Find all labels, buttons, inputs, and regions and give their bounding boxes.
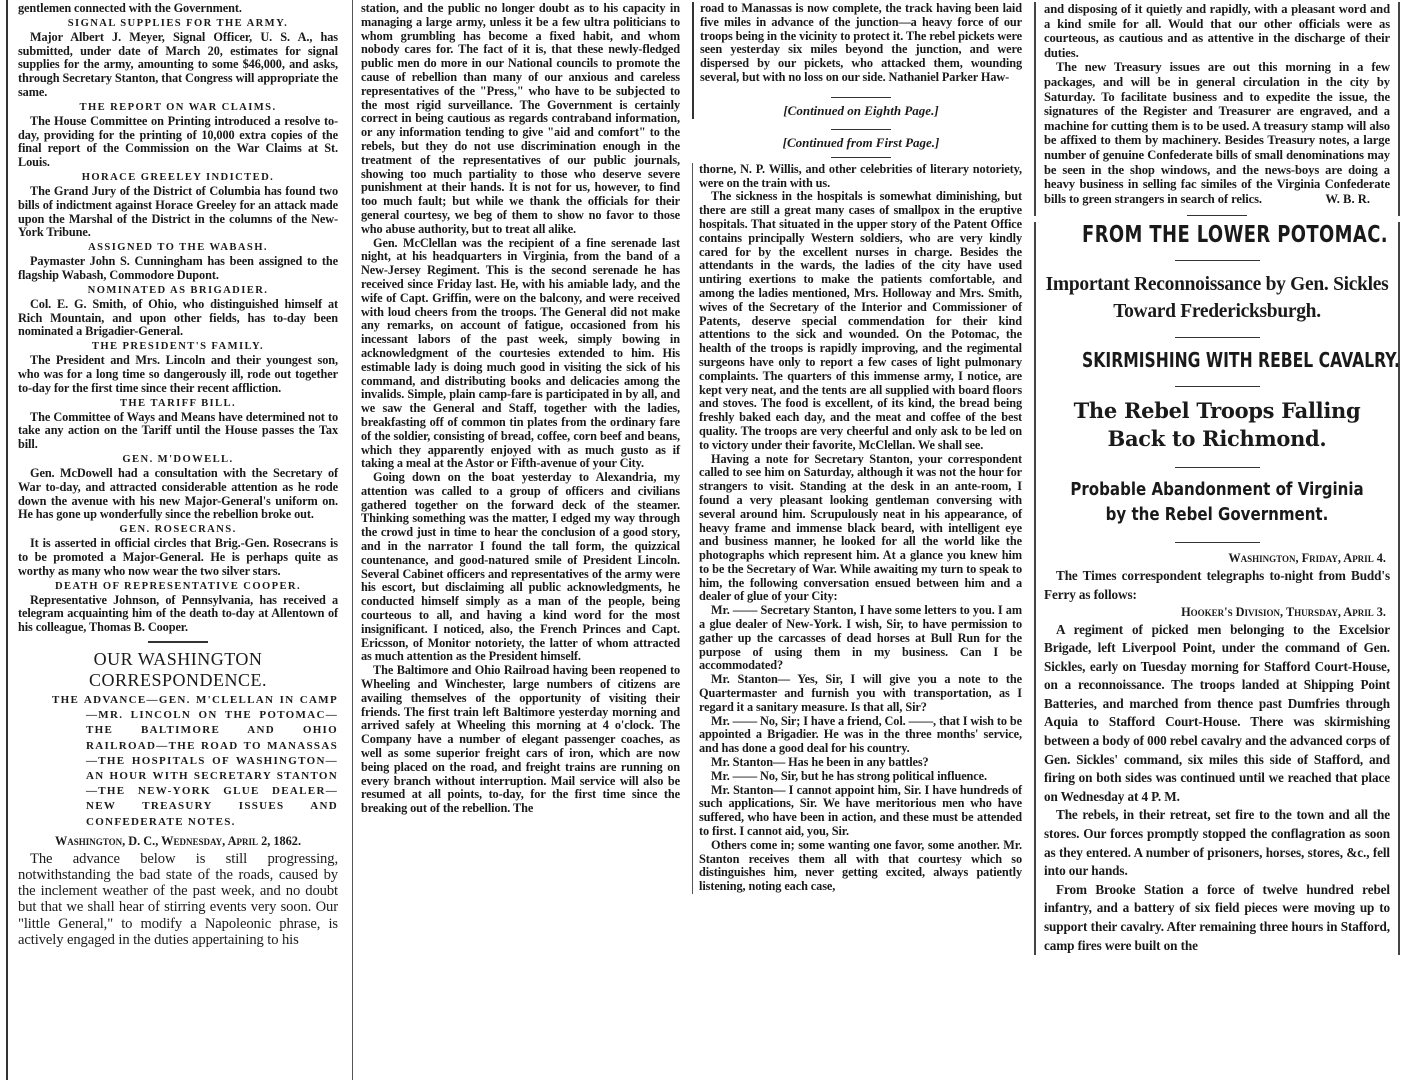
section-text-tariff: The Committee of Ways and Means have determined not to take any action on the Tariff until the House passes the Tax bill. [18,409,338,452]
divider-rule [831,129,891,130]
divider-rule [1187,215,1247,216]
column-3 [692,0,1028,1080]
column-1 [6,0,346,1080]
paragraph-manassas-road: road to Manassas is now complete, the track having been laid five miles in advance of the junction—a heavy force of our troops being in the vicinity to protect it. The rebel pickets were seen yesterday six miles beyond the junction, and were dispersed by our pickets, who attacked them, wounding several, but with no loss on our side. Nathaniel Parker Haw- [700,1,1022,84]
correspondence-title: OUR WASHINGTON CORRESPONDENCE. [88,648,268,690]
section-text-wabash: Paymaster John S. Cunningham has been assigned to the flagship Wabash, Commodore Dupont. [18,254,338,282]
dateline-hookers-division: Hooker's Division, Thursday, April 3. [1181,604,1386,619]
paragraph-stanton-courtesy: and disposing of it quietly and rapidly, with a pleasant word and a kind smile for all. Would that our other officials were as courteous, as cautious and as attentive in the discharge of their duties. [1044,2,1390,60]
divider-rule [1175,542,1260,543]
paragraph-others-come-in: Others come in; some wanting one favor, some another. Mr. Stanton receives them all with that courtesy which so distinguishes him, never getting excited, always patiently listening, noting each case, [699,837,1022,894]
deck-rebel-troops: The Rebel Troops Falling Back to Richmond. [1073,398,1361,452]
column-4-top-block [1034,2,1400,216]
deck-skirmishing: SKIRMISHING WITH REBEL CAVALRY. [1082,348,1400,373]
headline-lower-potomac: FROM THE LOWER POTOMAC. [1082,222,1388,249]
divider-rule [1175,260,1260,261]
column-2 [352,0,686,1080]
paragraph-dialogue-4: Mr. Stanton— Has he been in any battles? [711,755,929,770]
column-4 [1034,0,1400,1080]
correspondence-subtitle: THE ADVANCE—GEN. M'CLELLAN IN CAMP—MR. LINCOLN ON THE POTOMAC—THE BALTIMORE AND OHIO RAILROAD—THE ROAD TO MANASSAS—THE HOSPITALS OF WASHINGTON—AN HOUR WITH SECRETARY STANTON—THE NEW-YORK GLUE DEALER—NEW TREASURY ISSUES AND CONFEDERATE NOTES. [52,693,338,828]
column-1-opening-line: gentlemen connected with the Government. [18,1,242,15]
signature: W. B. R. [1325,192,1370,207]
section-text-signal-supplies: Major Albert J. Meyer, Signal Officer, U. S. A., has submitted, under date of March 20, estimates for signal supplies for the army, amounting to some $46,000, and asks, through Secretary Stanton, that Congress will appropriate the same. [18,29,338,99]
paragraph-baltimore-ohio-railroad: The Baltimore and Ohio Railroad having been reopened to Wheeling and Winchester, large numbers of citizens are availing themselves of the opportunity of visiting their friends. The first train left Baltimore yesterday morning and arrived safely at Wheeling this morning at 4 o'clock. The Company have a number of elegant passenger coaches, as well as some superior freight cars of iron, which are now being placed on the road, and freight trains are running on every branch without interruption. Mail service will also be resumed at all points, to-day, for the first time since the breaking out of the rebellion. The [361,663,680,816]
section-heading-wabash: ASSIGNED TO THE WABASH. [88,242,268,254]
deck-probable-abandonment: Probable Abandonment of Virginia by the Rebel Government. [1070,480,1364,526]
paragraph-lincoln-on-boat: Going down on the boat yesterday to Alexandria, my attention was called to a group of officers and civilians gathered together on the forward deck of the steamer. Thinking something was the matter, I edged my way through the crowd just in time to hear the conclusion of a good story, and in the narrator I found the tall form, the quizzical countenance, and good-natured smile of President Lincoln. Several Cabinet officers and representatives of the army were his escort, but disclaiming all public acknowledgments, he conducted himself simply as a man of the people, being courteous to all, and having a kind word for the most insignificant. I noticed, also, the French Princes and Capt. Ericsson, of Monitor notoriety, the latter of whom attracted as much attention as the President himself. [361,470,680,664]
section-heading-rosecrans: GEN. ROSECRANS. [119,524,237,536]
divider-rule [831,97,891,98]
paragraph-mcclellan-serenade: Gen. McClellan was the recipient of a fine serenade last night, at his headquarters in Virginia, from the band of a New-Jersey Regiment. This is the second serenade he has received since Friday last. He, with his amiable lady, and the wife of Capt. Griffin, were on the balcony, and were received with loud cheers from the troops. The General did not make any remarks, on account of fatigue, occasioned from his incessant labors of the past week, simply bowing in acknowledgment of the courtesies extended to him. His estimable lady is doing much good in visiting the sick of his command, and distributing books and delicacies among the invalids. Simple, plain camp-fare is participated in by all, and we saw the General and Staff, together with the ladies, breakfasting off of common tin plates from the ordinary fare of the soldier, consisting of bread, coffee, corn beef and beans, which they apparently enjoyed with as much gusto as if taking a meal at the Astor or Fifth-avenue of your City. [361,235,680,471]
paragraph-dialogue-3: Mr. —— No, Sir; I have a friend, Col. ——, that I wish to be appointed a Brigadier. He was in the three months' service, and has done a good deal for his country. [699,713,1022,756]
paragraph-stanton-visit: Having a note for Secretary Stanton, your correspondent called to see him on Saturday, although it was not the hour for strangers to visit. Standing at the desk in an ante-room, I found a very pleasant looking gentleman conversing with several around him. Scrupulously neat in his appearance, of heavy frame and immense black beard, with intelligent eye and business manner, he looked for all the world like the photographs which represent him. At a glance you knew him to be the Secretary of War. While awaiting my turn to speak to him, the following conversation ensued between him and a dealer of glue of your City: [699,451,1022,604]
section-text-mcdowell: Gen. McDowell had a consultation with the Secretary of War to-day, and attracted considerable attention as he rode down the avenue with his new Major-General's uniform on. He has gone up wonderfully since the rebellion broke out. [18,465,338,522]
paragraph-dialogue-1: Mr. —— Secretary Stanton, I have some letters to you. I am a glue dealer of New-York. I wish, Sir, to have permission to gather up the carcasses of dead horses at Bull Run for the purpose of using them in my business. Can I be accommodated? [699,603,1022,673]
paragraph-rebels-retreat: The rebels, in their retreat, set fire to the town and all the stores. Our forces promptly stopped the conflagration as soon as they entered. A number of prisoners, horses, stores, &c., fell into our hands. [1044,807,1390,879]
paragraph-excelsior-brigade: A regiment of picked men belonging to the Excelsior Brigade, left Liverpool Point, under the command of Gen. Sickles, early on Tuesday morning for Stafford Court-House, on a reconnoissance. The troops landed at Shipping Point Batteries, and marched from thence past Dumfries through Aquia to Stafford Court-House. There was skirmishing between a body of 000 rebel cavalry and the advanced corps of Gen. Sickles' command, six miles this side of Stafford, and firing on both sides was continued until we reached that place on Wednesday at 4 P. M. [1044,621,1390,804]
section-heading-tariff: THE TARIFF BILL. [119,397,237,409]
lower-potomac-article [1034,222,1400,955]
paragraph-dialogue-5: Mr. —— No, Sir, but he has strong political influence. [711,768,987,783]
section-text-rosecrans: It is asserted in official circles that Brig.-Gen. Rosecrans is to be promoted a Major-General. He is perhaps quite as worthy as many who now wear the two silver stars. [18,536,338,578]
section-heading-mcdowell: GEN. M'DOWELL. [122,453,234,465]
paragraph-times-intro: The Times correspondent telegraphs to-night from Budd's Ferry as follows: [1044,568,1390,602]
dateline-washington: Washington, Friday, April 4. [1228,551,1386,566]
divider-rule [148,641,208,643]
section-heading-signal-supplies: SIGNAL SUPPLIES FOR THE ARMY. [67,17,289,29]
paragraph-willis: thorne, N. P. Willis, and other celebrities of literary notoriety, were on the train with us. [699,161,1022,190]
divider-rule [1175,337,1260,338]
paragraph-hospitals: The sickness in the hospitals is somewhat diminishing, but there are still a great many cases of smallpox in the eruptive hospitals. That situated in the upper story of the Patent Office contains principally Western soldiers, who are very kindly cared for by the excellent nurses in charge. Besides the attendants in the wards, the ladies of the city have used untiring exertions to make the patients comfortable, and among the ladies mentioned, Mrs. Holloway and Mrs. Smith, wives of the Secretary of the Interior and Commissioner of Patents, deserve special commendation for their kind attentions to the sick and wounded. On the Potomac, the health of the troops is rapidly improving, and the regimental surgeons have only to report a few cases of light pulmonary complaints. The quarters of this immense army, I notice, are kept very neat, and the tents are all supplied with board floors and stoves. The food is excellent, of its kind, the bread being freshly baked each day, and the meat and coffee of the best quality. The troops are very cheerful and only ask to be led on to victory under their favorite, McClellan. We shall see. [699,189,1022,452]
continued-on-notice: [Continued on Eighth Page.] [783,102,939,118]
paragraph-brooke-station: From Brooke Station a force of twelve hundred rebel infantry, and a battery of six field pieces were moving up to support their cavalry. After remaining three hours in Stafford, camp fires were built on the [1044,881,1390,953]
paragraph-dialogue-2: Mr. Stanton— Yes, Sir, I will give you a note to the Quartermaster and furnish you with transportation, as I regard it a sanitary measure. Is that all, Sir? [699,672,1022,714]
lower-potomac-body [1044,551,1390,955]
column-3-bottom-block [692,163,1022,894]
section-heading-greeley: HORACE GREELEY INDICTED. [81,171,275,183]
section-heading-presidents-family: THE PRESIDENT'S FAMILY. [91,341,265,353]
column-3-top-block [692,2,1022,119]
divider-rule [1175,467,1260,468]
paragraph-dialogue-6: Mr. Stanton— I cannot appoint him, Sir. I have hundreds of such applications, Sir. We have meritorious men who have suffered, who have been in action, and these must be attended to first. I cannot aid, you, Sir. [699,782,1022,839]
paragraph-treasury-issues: The new Treasury issues are out this morning in a few packages, and will be in general circulation in the city by Saturday. To facilitate business and to expedite the issue, the signatures of the Register and Treasurer are engraved, and a machine for cutting them is to be used. A treasury stamp will also be affixed to them by machinery. Besides Treasury notes, a large number of genuine Confederate bills of small denominations may be seen in the shop windows, and the news-boys are doing a heavy business in selling fac similes of the Virginia Confederate bills to green strangers in search of relics. [1044,60,1390,206]
divider-rule [1175,386,1260,387]
section-heading-brigadier: NOMINATED AS BRIGADIER. [87,284,269,296]
section-text-war-claims: The House Committee on Printing introduced a resolve to-day, providing for the printing of 10,000 extra copies of the final report of the Commission on the War Claims at St. Louis. [18,113,338,170]
section-heading-war-claims: THE REPORT ON WAR CLAIMS. [79,101,277,113]
divider-rule [831,157,891,158]
section-text-brigadier: Col. E. G. Smith, of Ohio, who distinguished himself at Rich Mountain, and upon other fields, has to-day been nominated a Brigadier-General. [18,296,338,339]
deck-reconnoissance: Important Reconnoissance by Gen. Sickles Toward Fredericksburgh. [1045,274,1389,323]
correspondence-lead: The advance below is still progressing, notwithstanding the bad state of the roads, caused by the inclement weather of the past week, and no doubt but that we shall hear of stirring events very soon. Our "little General," to modify a Napoleonic phrase, is actively engaged in the duties appertaining to his [18,850,338,948]
paragraph-public-confidence: station, and the public no longer doubt as to his capacity in managing a large army, unless it be a few ultra politicians to whom grumbling has become a fixed habit, and whom nobody cares for. The fact of it is, that these newly-fledged public men do more in our National councils to promote the cause of rebellion than many of our anxious and careless representatives of the "Press," who have to be subjected to the most rigid surveillance. The Government is certainly correct in being cautious as regards contraband information, or any information tending to give "aid and comfort" to the rebels, but they do not use discrimination enough in the treatment of the representatives of our public journals, showing too much partiality to those who deserve severe punishment at their hands. It is not for us, however, to find too much fault; but while we thank the officials for their general courtesy, we beg of them to show no favor to those who abuse authority, but to treat all alike. [361,1,680,236]
section-text-presidents-family: The President and Mrs. Lincoln and their youngest son, who was for a long time so dangerously ill, rode out together to-day for the first time since their recent affliction. [18,353,338,395]
correspondence-dateline: Washington, D. C., Wednesday, April 2, 1862. [54,833,302,848]
section-text-greeley: The Grand Jury of the District of Columbia has found two bills of indictment against Horace Greeley for an attack made upon the Marshal of the District in the columns of the New-York Tribune. [18,183,338,240]
section-text-cooper: Representative Johnson, of Pennsylvania, has received a telegram acquainting him of the death to-day at Allentown of his colleague, Thomas B. Cooper. [18,592,338,635]
continued-from-notice: [Continued from First Page.] [782,134,940,150]
section-heading-cooper: DEATH OF REPRESENTATIVE COOPER. [54,580,302,592]
